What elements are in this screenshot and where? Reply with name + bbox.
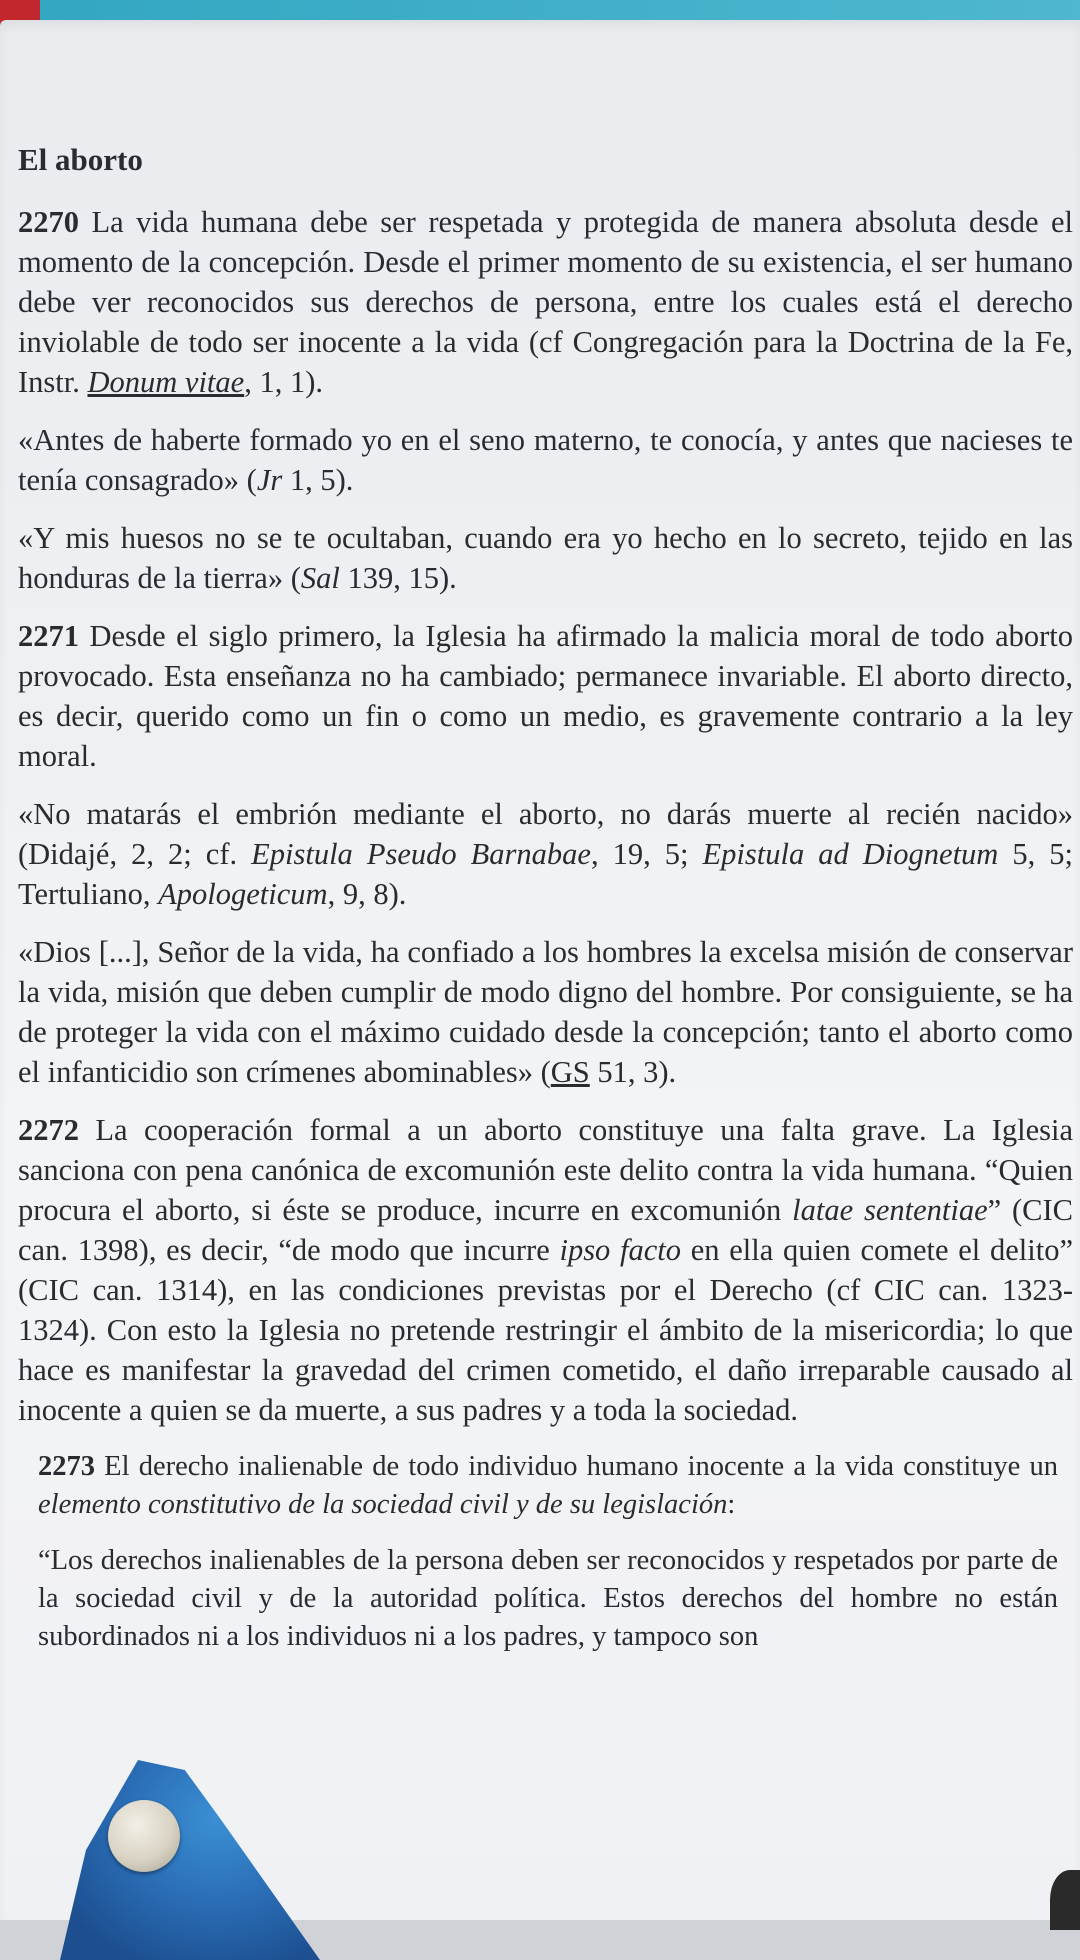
paragraph-text: La vida humana debe ser respetada y protegida de manera absoluta desde el momento de la concepción. Desde el primer momento de su existencia, el ser humano debe ver reconocidos sus derechos de persona, entre los cuales está el derecho inviolable de todo ser inocente a la vida (cf Congregación para la Doctrina de la Fe, Instr.: [18, 205, 1073, 399]
paragraph-number: 2272: [18, 1113, 79, 1147]
quote-text: 5, 5; Tertuliano,: [18, 837, 1073, 911]
quote-text: «No matarás el embrión mediante el aborto, no darás muerte al recién nacido» (Didajé, 2, 2; cf.: [18, 797, 1073, 871]
paragraph-text: El derecho inalienable de todo individuo humano inocente a la vida constituye un: [95, 1451, 1058, 1482]
quote-text: , 19, 5;: [590, 837, 703, 871]
section-heading: El aborto: [18, 142, 143, 177]
finger-shadow: [1050, 1870, 1080, 1930]
citation-ref: Jr: [256, 463, 283, 497]
citation-ref: Apologeticum: [158, 877, 328, 911]
quote-text: «Antes de haberte formado yo en el seno materno, te conocía, y antes que nacieses te tenía consagrado» (: [18, 423, 1073, 497]
quote-jr: [18, 420, 1073, 500]
citation-ref: Sal: [300, 561, 340, 595]
citation-ref: Epistula Pseudo Barnabae: [251, 837, 591, 871]
quote-text: , 9, 8).: [327, 877, 407, 911]
paragraph-2273: [18, 1448, 1058, 1524]
paragraph-text: Desde el siglo primero, la Iglesia ha afirmado la malicia moral de todo aborto provocado. Esta enseñanza no ha cambiado; permanece invariable. El aborto directo, es decir, querido como un fin o como un medio, es gravemente contrario a la ley moral.: [18, 619, 1073, 773]
quote-text: 139, 15).: [339, 561, 457, 595]
paragraph-text: ” (CIC can. 1398), es decir, “de modo que incurre: [18, 1193, 1074, 1267]
paragraph-number: 2273: [38, 1451, 95, 1482]
paragraph-text: La cooperación formal a un aborto constituye una falta grave. La Iglesia sanciona con pena canónica de excomunión este delito contra la vida humana. “Quien procura el aborto, si éste se produce, incurre en excomunión: [18, 1113, 1073, 1227]
quote-text: 51, 3).: [589, 1055, 677, 1089]
quote-text: 1, 5).: [282, 463, 354, 497]
citation-link: Donum vitae: [87, 365, 245, 399]
paragraph-2270: [18, 202, 1073, 402]
quote-sal: [18, 518, 1073, 598]
latin-term: latae sententiae: [792, 1193, 988, 1227]
quote-derechos: [18, 1542, 1058, 1656]
paragraph-2271: [18, 616, 1073, 776]
citation-ref: Epistula ad Diognetum: [702, 837, 999, 871]
citation-link: GS: [550, 1055, 590, 1089]
quote-text: «Dios [...], Señor de la vida, ha confiado a los hombres la excelsa misión de conservar la vida, misión que deben cumplir de modo digno del hombre. Por consiguiente, se ha de proteger la vida con el máximo cuidado desde la concepción; tanto el aborto como el infanticidio son crímenes abominables» (: [18, 935, 1073, 1089]
paragraph-number: 2270: [18, 205, 79, 239]
paragraph-2272: [18, 1110, 1073, 1430]
latin-term: ipso facto: [559, 1233, 682, 1267]
emphasis-text: elemento constitutivo de la sociedad civil y de su legislación: [38, 1489, 728, 1520]
paragraph-number: 2271: [18, 619, 79, 653]
quote-text: «Y mis huesos no se te ocultaban, cuando era yo hecho en lo secreto, tejido en las honduras de la tierra» (: [18, 521, 1073, 595]
quote-didaje: [18, 794, 1073, 914]
quote-gs: [18, 932, 1073, 1092]
paragraph-text: , 1, 1).: [244, 365, 323, 399]
paragraph-text: en ella quien comete el delito” (CIC can. 1314), en las condiciones previstas por el Derecho (cf CIC can. 1323-1324). Con esto la Iglesia no pretende restringir el ámbito de la misericordia; lo que hace es manifestar la gravedad del crimen cometido, el daño irreparable causado al inocente a quien se da muerte, a sus padres y a toda la sociedad.: [18, 1233, 1073, 1427]
paragraph-text: :: [727, 1489, 736, 1520]
document-page: [18, 140, 1073, 1674]
quote-text: “Los derechos inalienables de la persona deben ser reconocidos y respetados por parte de la sociedad civil y de la autoridad política. Estos derechos del hombre no están subordinados ni a los individuos ni a los padres, y tampoco son: [38, 1545, 1058, 1652]
pushpin-icon: [108, 1800, 180, 1872]
